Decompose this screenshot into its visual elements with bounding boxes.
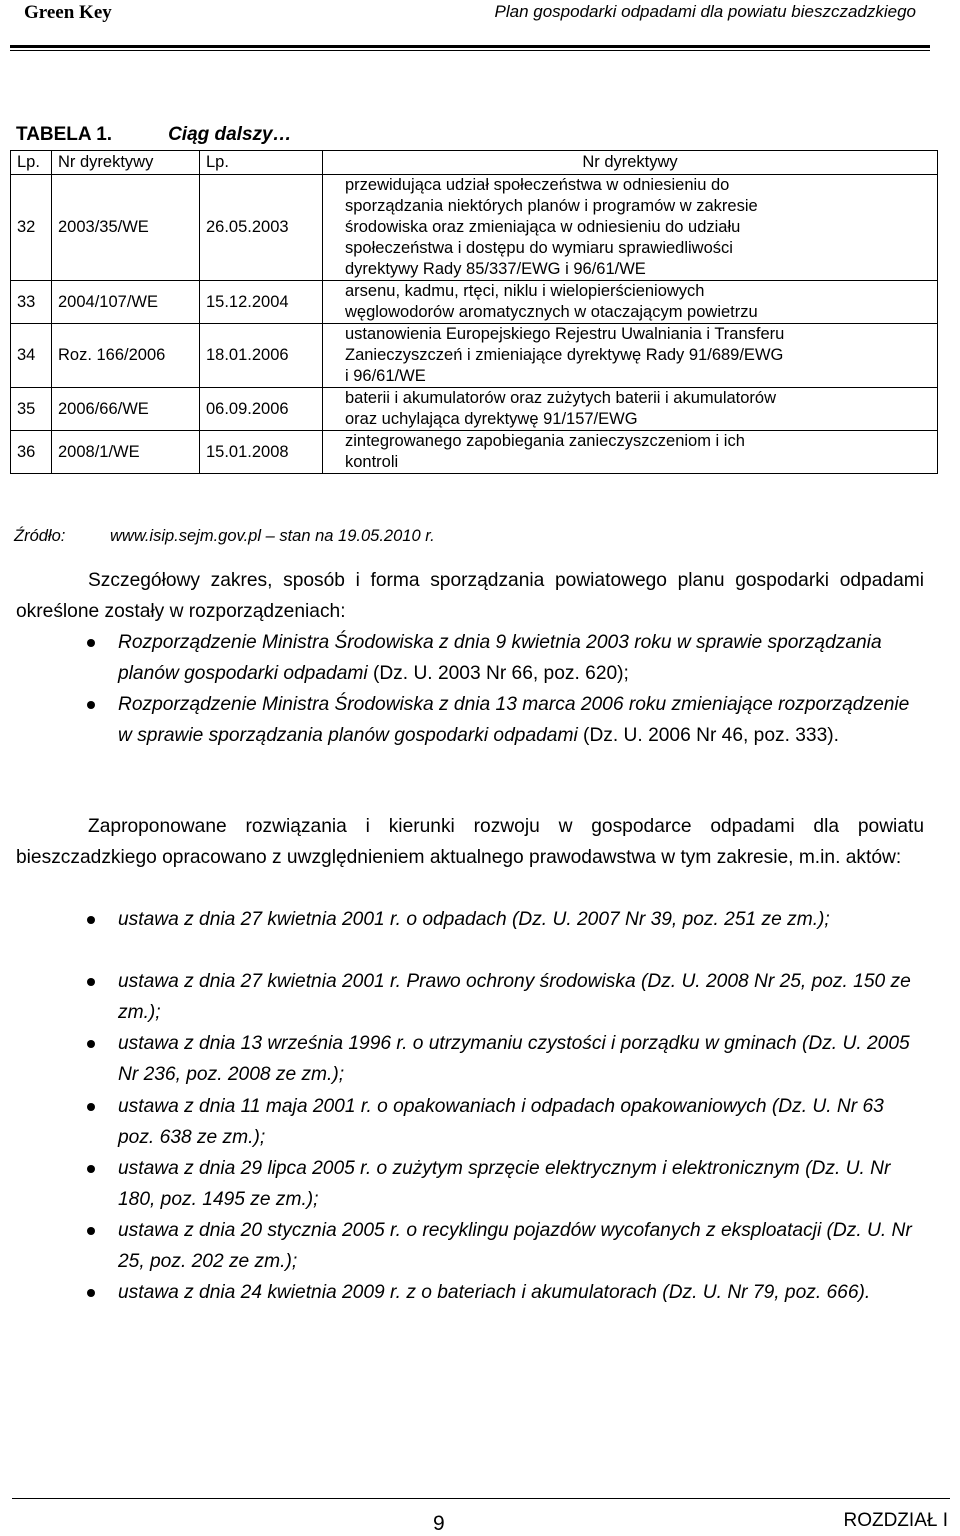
row-description: zintegrowanego zapobiegania zanieczyszczeniom i ich kontroli [323, 431, 938, 474]
act-item: ustawa z dnia 20 stycznia 2005 r. o recyklingu pojazdów wycofanych z eksploatacji (Dz. U. Nr 25, poz. 202 ze zm.); [118, 1215, 918, 1277]
header-rule [10, 45, 930, 48]
col-header-nr: Nr dyrektywy [52, 151, 200, 175]
row-lp: 32 [11, 175, 52, 281]
row-lp: 36 [11, 431, 52, 474]
footer-rule [12, 1498, 950, 1499]
row-description: przewidująca udział społeczeństwa w odniesieniu do sporządzania niektórych planów i programów w zakresie środowiska oraz zmieniająca w odniesieniu do udziału społeczeństwa i dostępu do wymiaru sprawiedliwości dyrektywy Rady 85/337/EWG i 96/61/WE [323, 175, 938, 281]
col-header-lp: Lp. [11, 151, 52, 175]
row-date: 18.01.2006 [200, 324, 323, 388]
act-item: ustawa z dnia 29 lipca 2005 r. o zużytym sprzęcie elektrycznym i elektronicznym (Dz. U. Nr 180, poz. 1495 ze zm.); [118, 1153, 918, 1215]
act-item: ustawa z dnia 27 kwietnia 2001 r. o odpadach (Dz. U. 2007 Nr 39, poz. 251 ze zm.); [118, 904, 918, 935]
row-nr: 2003/35/WE [52, 175, 200, 281]
chapter-label: ROZDZIAŁ I [843, 1510, 948, 1531]
table-header-row [11, 151, 938, 175]
row-nr: 2004/107/WE [52, 281, 200, 324]
regulation-item: Rozporządzenie Ministra Środowiska z dnia 13 marca 2006 roku zmieniające rozporządzenie w sprawie sporządzania planów gospodarki odpadami (Dz. U. 2006 Nr 46, poz. 333). [118, 689, 918, 751]
regulation-item: Rozporządzenie Ministra Środowiska z dnia 9 kwietnia 2003 roku w sprawie sporządzania planów gospodarki odpadami (Dz. U. 2003 Nr 66, poz. 620); [118, 627, 918, 689]
source-label: Źródło: [14, 527, 66, 545]
table-row [11, 388, 938, 431]
page-number: 9 [433, 1512, 445, 1535]
row-description: arsenu, kadmu, rtęci, niklu i wielopierścieniowych węglowodorów aromatycznych w otaczającym powietrzu [323, 281, 938, 324]
paragraph-intro: Szczegółowy zakres, sposób i forma sporządzania powiatowego planu gospodarki odpadami określone zostały w rozporządzeniach: [16, 570, 924, 622]
table-source [14, 527, 435, 546]
table-row [11, 324, 938, 388]
table-caption: TABELA 1. [16, 124, 113, 145]
directives-table [10, 150, 938, 474]
table-row [11, 175, 938, 281]
act-item: ustawa z dnia 13 września 1996 r. o utrzymaniu czystości i porządku w gminach (Dz. U. 2005 Nr 236, poz. 2008 ze zm.); [118, 1028, 918, 1090]
row-lp: 35 [11, 388, 52, 431]
table-continued: Ciąg dalszy… [168, 124, 292, 145]
row-date: 15.12.2004 [200, 281, 323, 324]
act-item: ustawa z dnia 24 kwietnia 2009 r. z o bateriach i akumulatorach (Dz. U. Nr 79, poz. 666). [118, 1277, 918, 1308]
row-nr: 2006/66/WE [52, 388, 200, 431]
col-header-lp-2: Lp. [200, 151, 323, 175]
table-row [11, 281, 938, 324]
row-nr: Roz. 166/2006 [52, 324, 200, 388]
row-description: ustanowienia Europejskiego Rejestru Uwalniania i Transferu Zanieczyszczeń i zmieniające dyrektywę Rady 91/689/EWG i 96/61/WE [323, 324, 938, 388]
source-text: www.isip.sejm.gov.pl – stan na 19.05.2010 r. [110, 527, 435, 545]
act-item: ustawa z dnia 11 maja 2001 r. o opakowaniach i odpadach opakowaniowych (Dz. U. Nr 63 poz. 638 ze zm.); [118, 1091, 918, 1153]
header-company: Green Key [24, 2, 112, 23]
col-header-nr-2: Nr dyrektywy [323, 151, 938, 175]
header-rule-thin [10, 50, 930, 51]
act-item: ustawa z dnia 27 kwietnia 2001 r. Prawo ochrony środowiska (Dz. U. 2008 Nr 25, poz. 150 ze zm.); [118, 966, 918, 1028]
row-lp: 33 [11, 281, 52, 324]
row-nr: 2008/1/WE [52, 431, 200, 474]
row-date: 26.05.2003 [200, 175, 323, 281]
table-row [11, 431, 938, 474]
table-title [16, 124, 292, 146]
page-header [0, 0, 960, 50]
row-date: 15.01.2008 [200, 431, 323, 474]
paragraph-acts-intro: Zaproponowane rozwiązania i kierunki rozwoju w gospodarce odpadami dla powiatu bieszczadzkiego opracowano z uwzględnieniem aktualnego prawodawstwa w tym zakresie, m.in. aktów: [16, 816, 924, 868]
row-description: baterii i akumulatorów oraz zużytych baterii i akumulatorów oraz uchylająca dyrektywę 91/157/EWG [323, 388, 938, 431]
row-lp: 34 [11, 324, 52, 388]
header-document-title: Plan gospodarki odpadami dla powiatu bieszczadzkiego [494, 2, 916, 21]
page-footer [0, 1498, 960, 1534]
row-date: 06.09.2006 [200, 388, 323, 431]
